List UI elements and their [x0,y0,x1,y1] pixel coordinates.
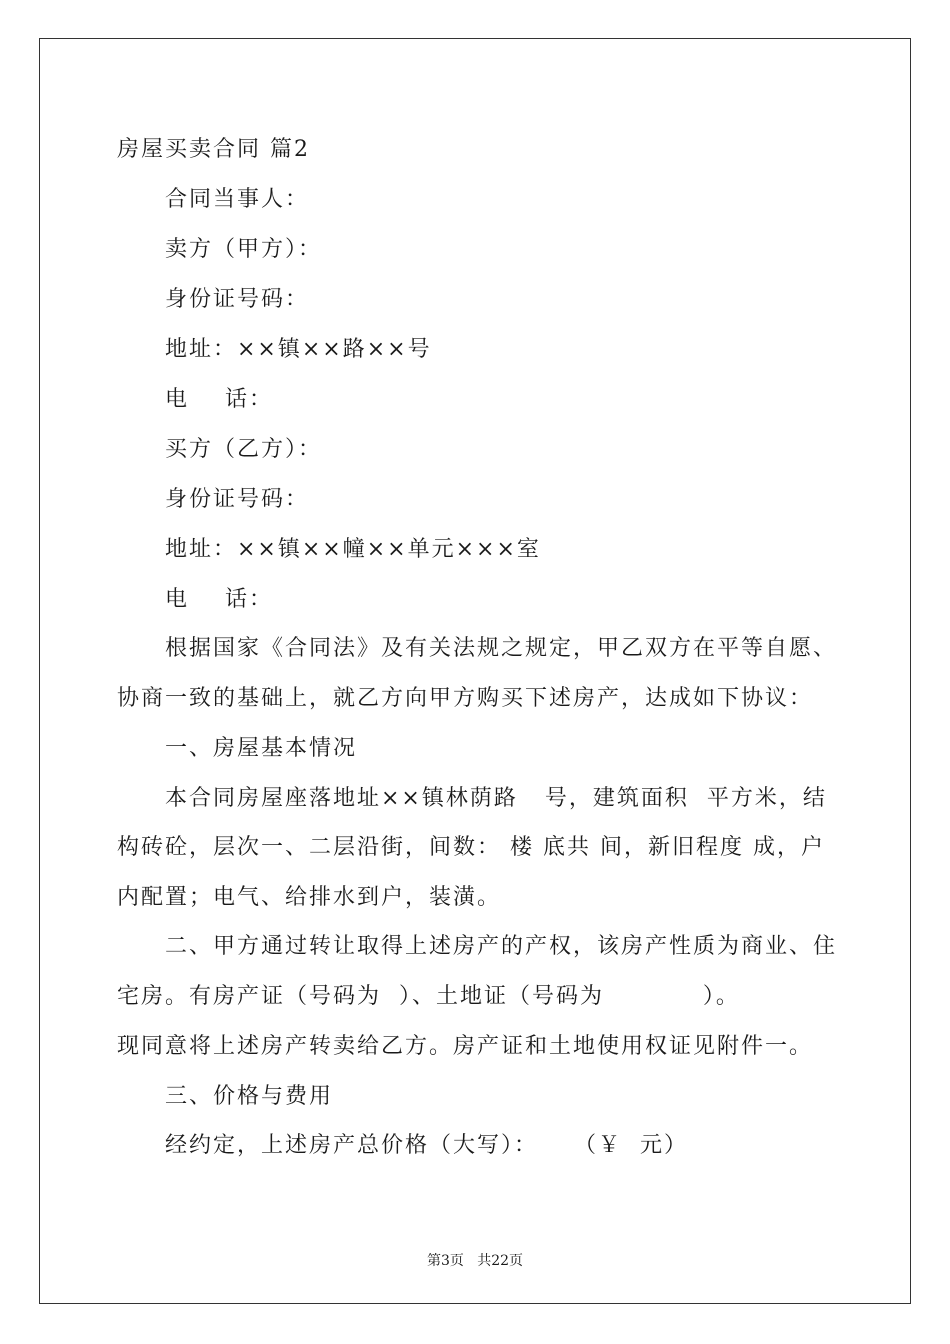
preamble-line-2: 协商一致的基础上，就乙方向甲方购买下述房产，达成如下协议： [117,686,814,711]
section-1-heading: 一、房屋基本情况 [165,736,358,761]
section-1-line-2: 构砖砼，层次一、二层沿街，间数： 楼 底共 间，新旧程度 成，户 [117,835,825,860]
buyer-address: 地址：××镇××幢××单元×××室 [165,537,541,562]
page-border [39,38,911,1304]
section-2-line-3: 现同意将上述房产转卖给乙方。房产证和土地使用权证见附件一。 [117,1034,814,1059]
buyer-label: 买方（乙方）： [165,437,323,462]
section-2-line-2: 宅房。有房产证（号码为 ）、土地证（号码为 ）。 [117,984,740,1009]
seller-label: 卖方（甲方）： [165,237,323,262]
buyer-id-label: 身份证号码： [165,487,310,512]
section-2-line-1: 二、甲方通过转让取得上述房产的产权，该房产性质为商业、住 [165,934,838,959]
seller-phone-label: 电 话： [165,387,273,412]
buyer-phone-label: 电 话： [165,587,273,612]
document-title: 房屋买卖合同 篇2 [117,137,310,162]
page-number: 第3页 共22页 [426,1253,524,1269]
parties-heading: 合同当事人： [165,187,310,212]
section-1-line-3: 内配置；电气、给排水到户，装潢。 [117,885,502,910]
preamble-line-1: 根据国家《合同法》及有关法规之规定，甲乙双方在平等自愿、 [165,636,838,661]
seller-id-label: 身份证号码： [165,287,310,312]
section-1-line-1: 本合同房屋座落地址××镇林荫路 号，建筑面积 平方米，结 [165,786,827,811]
section-3-heading: 三、价格与费用 [165,1084,334,1109]
price-line: 经约定，上述房产总价格（大写）： （￥ 元） [165,1133,688,1158]
seller-address: 地址：××镇××路××号 [165,337,432,362]
